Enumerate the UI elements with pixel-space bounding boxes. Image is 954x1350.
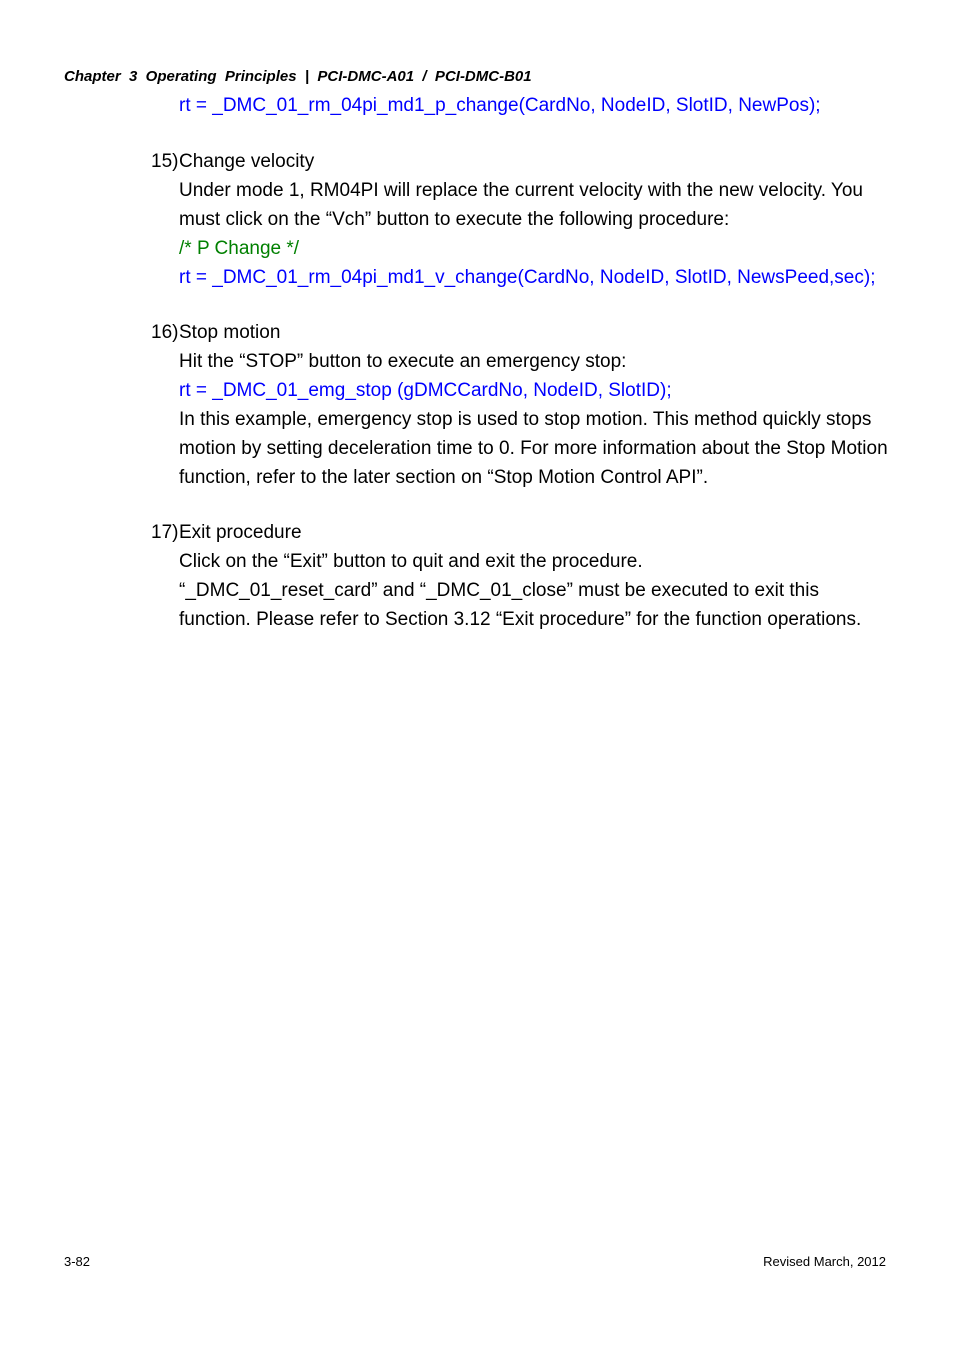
intro-code-line: rt = _DMC_01_rm_04pi_md1_p_change(CardNo, NodeID, SlotID, NewPos); <box>179 95 821 116</box>
section-15-text-line: must click on the “Vch” button to execute the following procedure: <box>179 209 730 230</box>
section-16-code-line: rt = _DMC_01_emg_stop (gDMCCardNo, NodeID, SlotID); <box>179 380 672 401</box>
section-15-title: Change velocity <box>179 151 315 172</box>
section-17-text-line: “_DMC_01_reset_card” and “_DMC_01_close” must be executed to exit this <box>179 580 819 601</box>
section-15-number: 15) <box>151 151 179 172</box>
section-15-code-comment: /* P Change */ <box>179 238 300 259</box>
section-16-text-line: Hit the “STOP” button to execute an emergency stop: <box>179 351 627 372</box>
section-17-number: 17) <box>151 522 179 543</box>
section-16-text-line: function, refer to the later section on “Stop Motion Control API”. <box>179 467 709 488</box>
section-16-text-line: motion by setting deceleration time to 0. For more information about the Stop Motion <box>179 438 888 459</box>
section-17-text-line: Click on the “Exit” button to quit and exit the procedure. <box>179 551 643 572</box>
section-15-text-line: Under mode 1, RM04PI will replace the current velocity with the new velocity. You <box>179 180 863 201</box>
section-16-title: Stop motion <box>179 322 281 343</box>
section-16-text-line: In this example, emergency stop is used to stop motion. This method quickly stops <box>179 409 872 430</box>
section-17-title: Exit procedure <box>179 522 302 543</box>
page-number: 3-82 <box>64 1254 91 1269</box>
section-16-number: 16) <box>151 322 179 343</box>
section-15-code-line: rt = _DMC_01_rm_04pi_md1_v_change(CardNo, NodeID, SlotID, NewsPeed,sec); <box>179 267 876 288</box>
section-17-text-line: function. Please refer to Section 3.12 “Exit procedure” for the function operations. <box>179 609 862 630</box>
revision-date: Revised March, 2012 <box>763 1254 886 1269</box>
page-header: Chapter 3 Operating Principles | PCI-DMC-A01 / PCI-DMC-B01 <box>64 68 532 85</box>
